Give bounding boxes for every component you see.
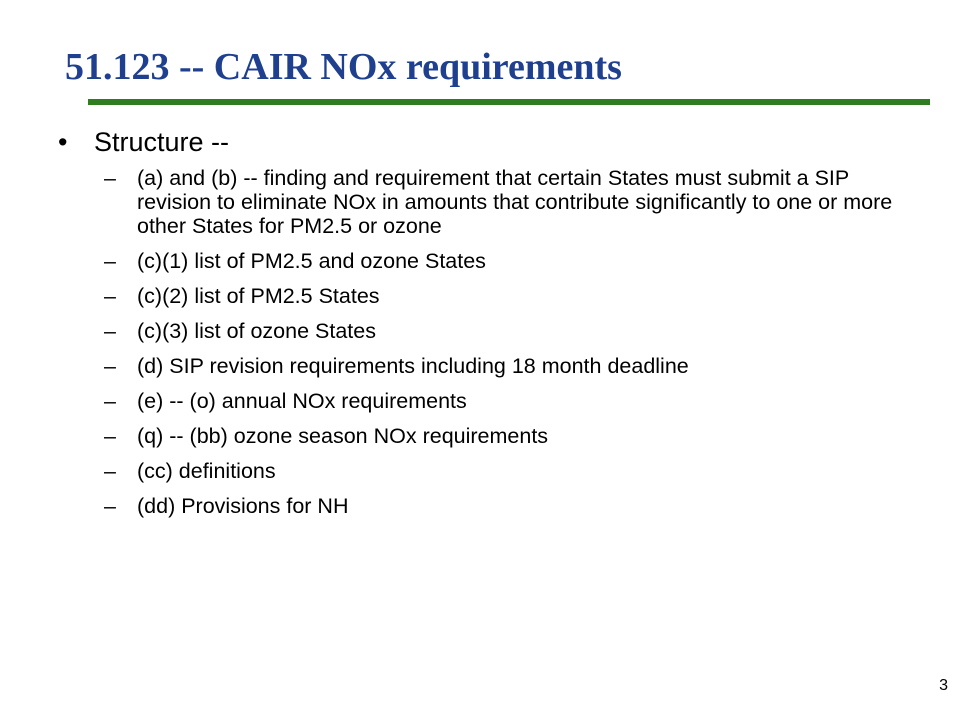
sub-bullet-item <box>104 319 894 343</box>
dash-icon: – <box>104 319 116 343</box>
sub-bullet-item <box>104 166 894 238</box>
sub-bullet-item <box>104 354 894 378</box>
sub-bullet-text: (dd) Provisions for NH <box>137 494 349 518</box>
dash-icon: – <box>104 459 116 483</box>
sub-bullet-text: (cc) definitions <box>137 459 276 483</box>
sub-bullet-text: (d) SIP revision requirements including 18 month deadline <box>137 354 689 378</box>
slide-title: 51.123 -- CAIR NOx requirements <box>65 46 622 88</box>
main-bullet-text: Structure -- <box>94 127 230 157</box>
dash-icon: – <box>104 494 116 518</box>
sub-bullet-item <box>104 249 894 273</box>
sub-bullet-item <box>104 494 894 518</box>
title-underline <box>88 99 930 105</box>
dash-icon: – <box>104 424 116 448</box>
sub-bullet-text: (q) -- (bb) ozone season NOx requirements <box>137 424 549 448</box>
page-number: 3 <box>939 677 948 694</box>
dash-icon: – <box>104 354 116 378</box>
sub-bullet-text: (a) and (b) -- finding and requirement that certain States must submit a SIP revision to eliminate NOx in amounts that contribute significantly to one or more other States for PM2.5 or ozone <box>137 166 893 238</box>
sub-bullet-list <box>104 166 894 529</box>
sub-bullet-item <box>104 459 894 483</box>
sub-bullet-text: (c)(1) list of PM2.5 and ozone States <box>137 249 486 273</box>
sub-bullet-item <box>104 284 894 308</box>
dash-icon: – <box>104 284 116 308</box>
main-bullet <box>58 124 229 160</box>
dash-icon: – <box>104 389 116 413</box>
sub-bullet-item <box>104 389 894 413</box>
bullet-icon: • <box>58 127 68 157</box>
dash-icon: – <box>104 166 116 190</box>
dash-icon: – <box>104 249 116 273</box>
sub-bullet-item <box>104 424 894 448</box>
sub-bullet-text: (c)(3) list of ozone States <box>137 319 376 343</box>
sub-bullet-text: (e) -- (o) annual NOx requirements <box>137 389 467 413</box>
sub-bullet-text: (c)(2) list of PM2.5 States <box>137 284 380 308</box>
